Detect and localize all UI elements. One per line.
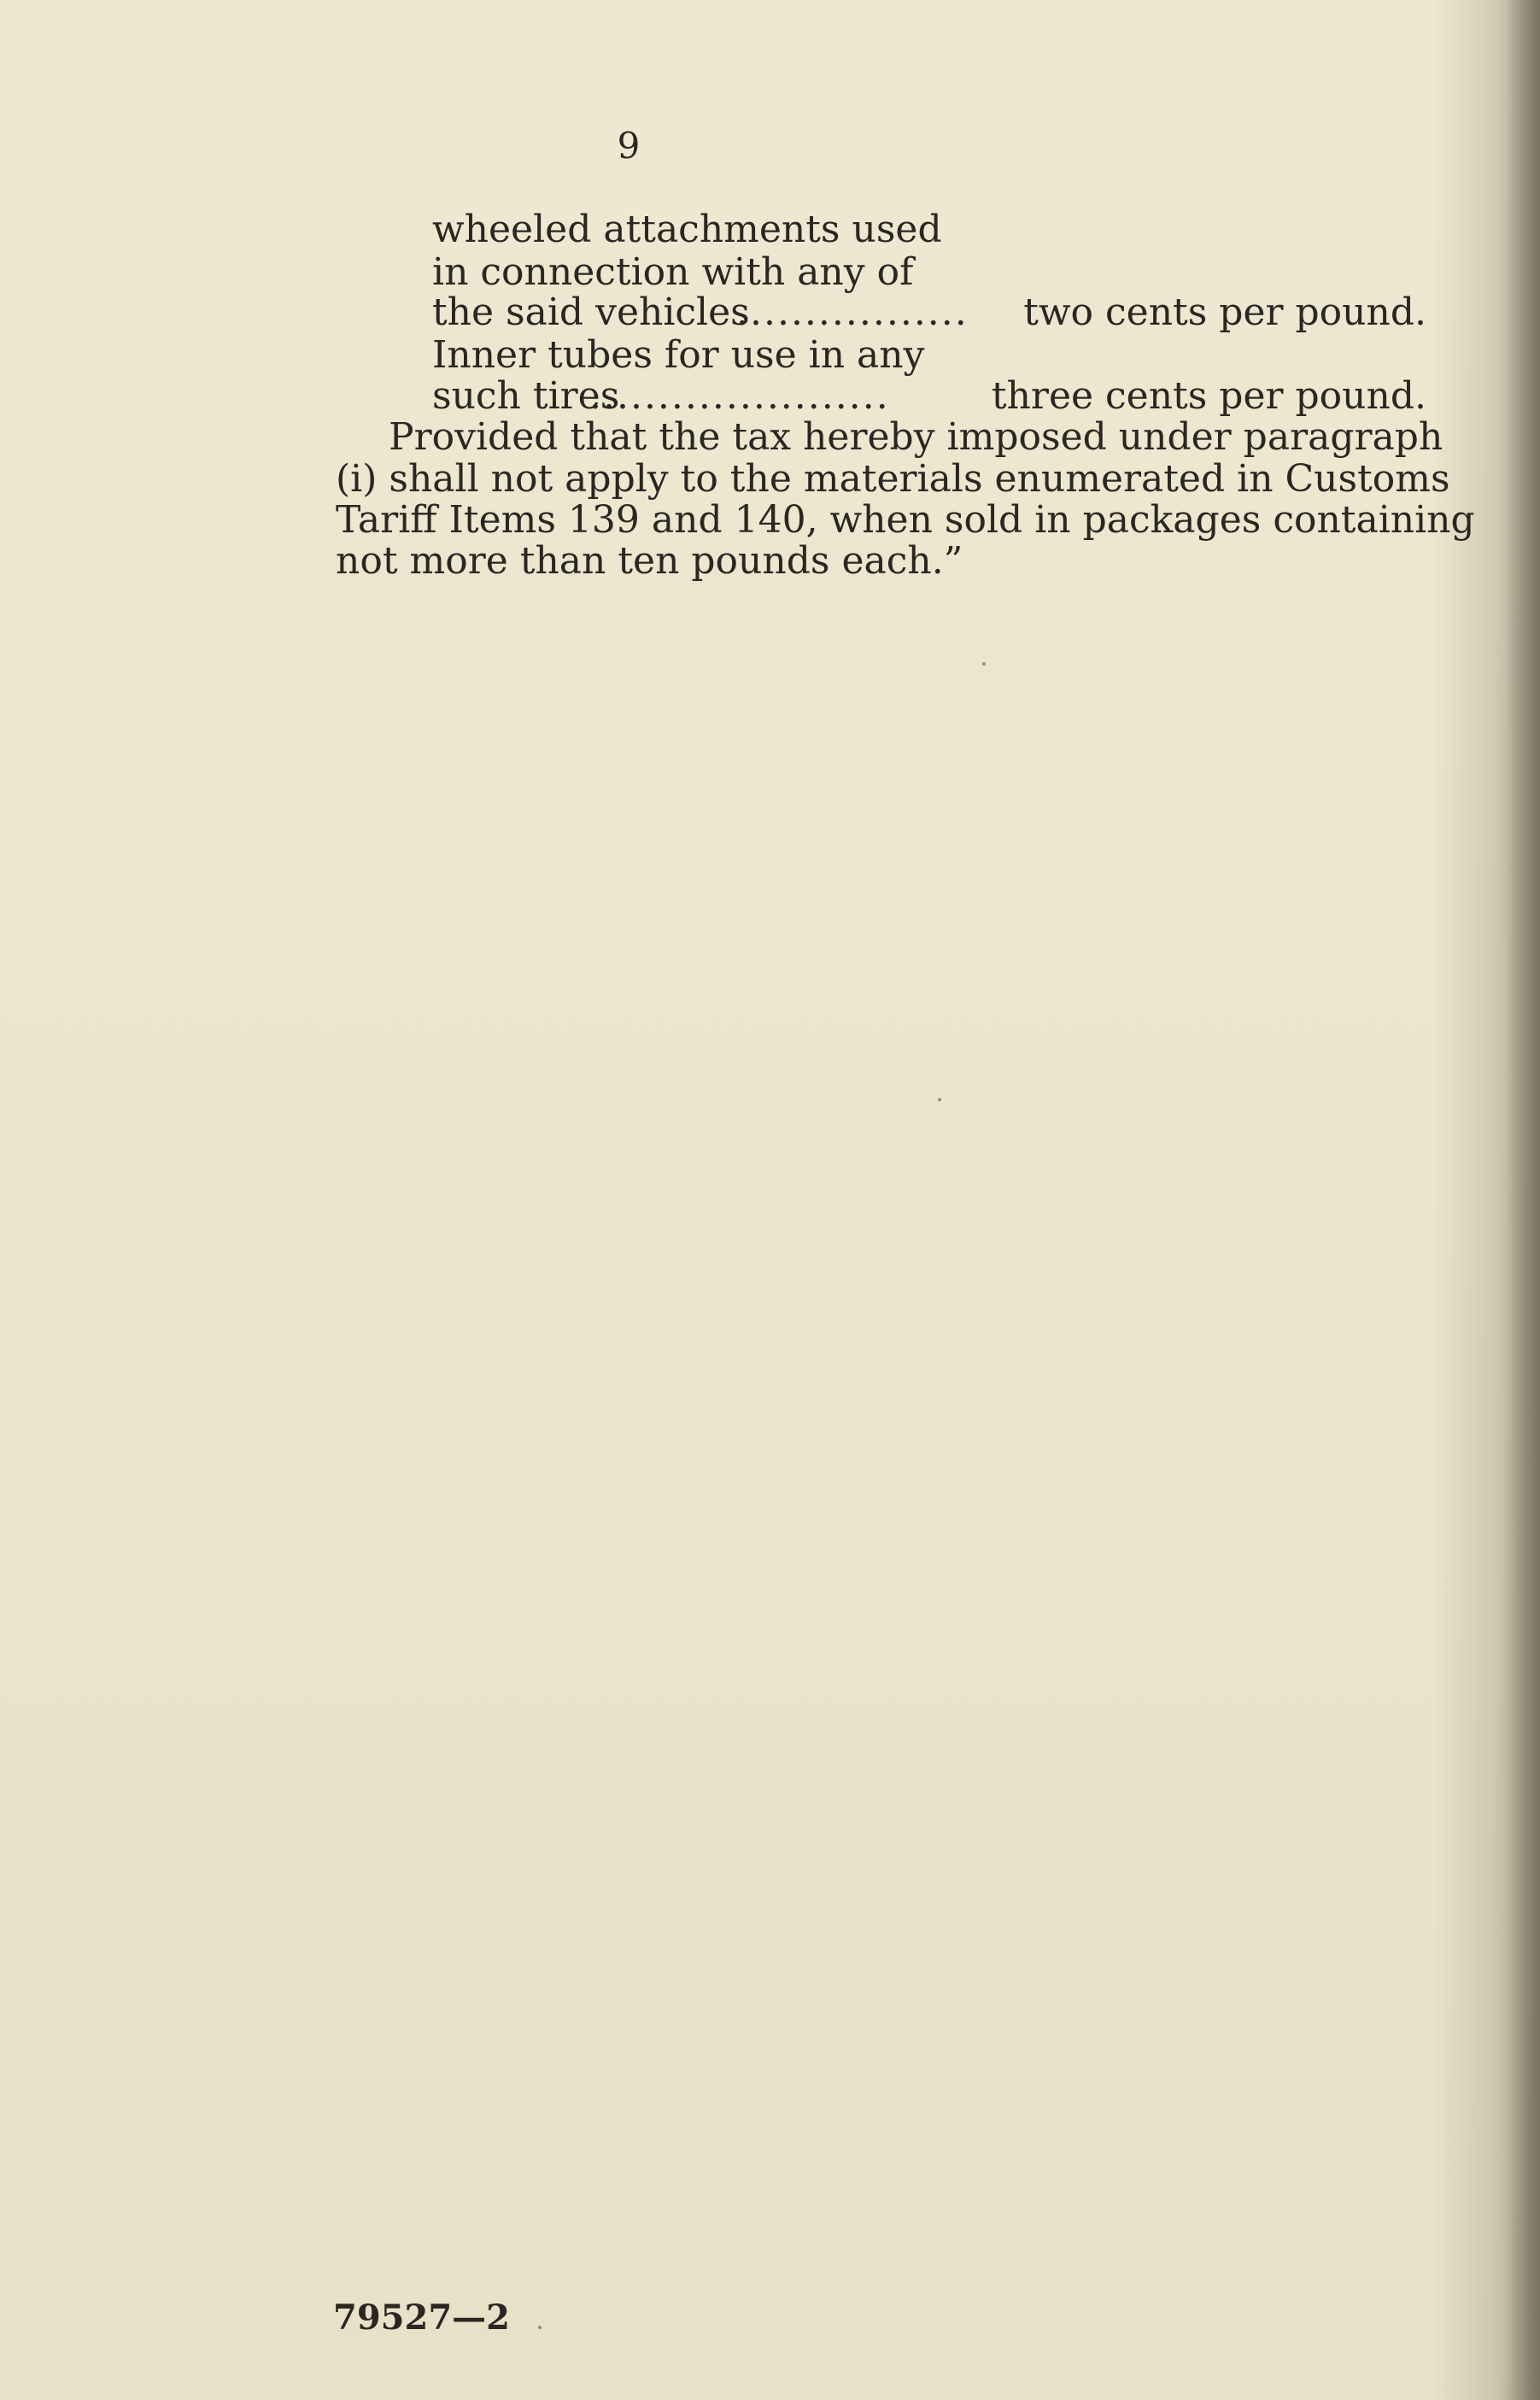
leader-dots: ...................... bbox=[589, 374, 890, 418]
schedule-line-text: Inner tubes for use in any bbox=[432, 333, 925, 377]
page-edge-shadow bbox=[1506, 0, 1540, 2400]
schedule-line-text: in connection with any of bbox=[432, 250, 914, 294]
schedule-line-text: such tires bbox=[432, 374, 620, 418]
paper-speck bbox=[538, 2326, 542, 2329]
paper-speck bbox=[982, 662, 986, 666]
schedule-line-text: the said vehicles bbox=[432, 290, 750, 334]
leader-dots: ................. bbox=[736, 290, 969, 334]
proviso-line: (i) shall not apply to the materials enumerated in Customs bbox=[336, 457, 1450, 501]
printer-code: 79527—2 bbox=[333, 2297, 510, 2338]
proviso-line: not more than ten pounds each.” bbox=[336, 539, 963, 583]
schedule-line-text: wheeled attachments used bbox=[432, 208, 942, 251]
schedule-rate: three cents per pound. bbox=[991, 374, 1426, 418]
proviso-line: Tariff Items 139 and 140, when sold in packages containing bbox=[336, 498, 1475, 542]
schedule-rate: two cents per pound. bbox=[1023, 290, 1426, 334]
paper-speck bbox=[938, 1098, 941, 1101]
page-number: 9 bbox=[617, 125, 641, 167]
proviso-line: Provided that the tax hereby imposed under paragraph bbox=[389, 415, 1443, 459]
